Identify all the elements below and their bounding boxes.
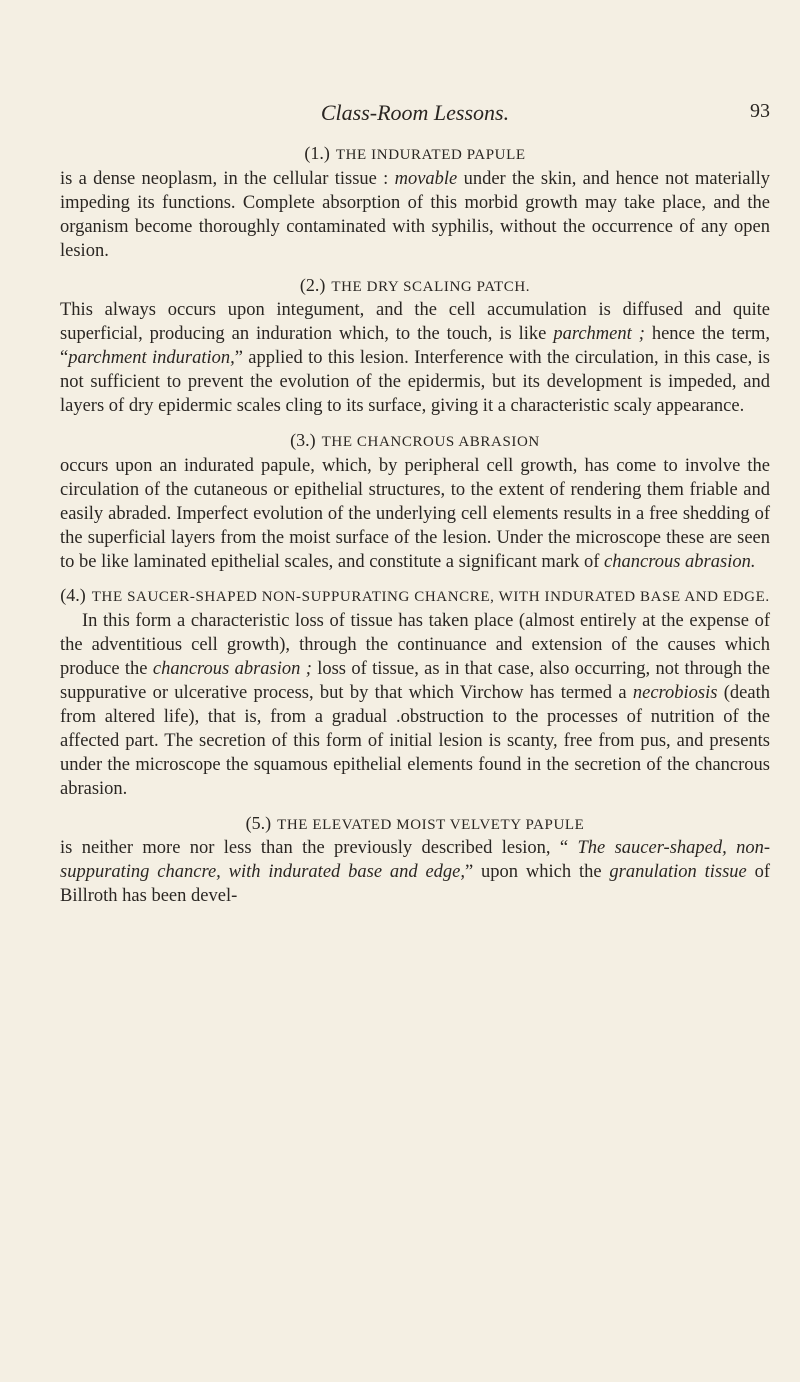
section bbox=[60, 274, 770, 419]
text-run: under the skin, and hence not materially impeding its functions. Complete absorption of this morbid growth may take place, and the organism become thoroughly contaminated with syphilis, without the occurrence of any open lesion. bbox=[60, 168, 771, 261]
section-paragraph bbox=[60, 610, 770, 801]
italic-run: necrobiosis bbox=[632, 683, 718, 704]
text-run: is neither more nor less than the previously described lesion, “ bbox=[60, 838, 578, 859]
section-heading-text: THE DRY SCALING PATCH. bbox=[331, 278, 531, 295]
text-run: hence the term, “ bbox=[60, 324, 770, 369]
section-heading bbox=[60, 274, 770, 300]
section-paragraph bbox=[60, 837, 770, 909]
italic-run: parchment ; bbox=[553, 324, 645, 345]
section-number: (5.) bbox=[245, 812, 272, 833]
section-number: (4.) bbox=[60, 585, 86, 606]
italic-run: chancrous abrasion ; bbox=[152, 659, 312, 680]
section-number: (2.) bbox=[299, 274, 326, 295]
italic-run: chancrous abrasion. bbox=[604, 551, 756, 572]
text-run: This always occurs upon integument, and the cell accumulation is diffused and quite superficial, producing an induration which, to the touch, is like bbox=[60, 300, 770, 345]
section-paragraph bbox=[60, 168, 770, 264]
text-run: loss of tissue, as in that case, also occurring, not through the suppurative or ulcerative process, but by that which Virchow has termed a bbox=[60, 659, 770, 704]
text-run: occurs upon an indurated papule, which, by peripheral cell growth, has come to involve the circulation of the cutaneous or epithelial structures, to the extent of rendering them friable and easily abraded. Imperfect evolution of the underlying cell elements results in a free shedding of the superficial layers from the moist surface of the lesion. Under the microscope these are seen to be like laminated epithelial scales, and constitute a significant mark of bbox=[60, 455, 770, 572]
text-run: ” applied to this lesion. Interference with the circulation, in this case, is not sufficient to prevent the evolution of the epidermis, but its development is impeded, and layers of dry epidermic scales cling to its surface, giving it a characteristic scaly appearance. bbox=[60, 348, 770, 417]
section-heading bbox=[60, 142, 770, 168]
section-number: (3.) bbox=[290, 429, 316, 450]
section-heading-text: THE INDURATED PAPULE bbox=[335, 147, 526, 163]
section bbox=[60, 429, 770, 574]
section-paragraph bbox=[60, 455, 770, 575]
section-heading bbox=[60, 584, 770, 610]
running-head bbox=[60, 100, 770, 130]
text-run: is a dense neoplasm, in the cellular tissue : bbox=[60, 168, 395, 189]
section-paragraph bbox=[60, 299, 770, 419]
section-heading-text: THE ELEVATED MOIST VELVETY PAPULE bbox=[277, 816, 585, 833]
section-heading bbox=[60, 812, 770, 838]
italic-run: granulation tissue bbox=[609, 862, 747, 883]
page-body bbox=[60, 142, 770, 919]
section-heading-text: THE SAUCER-SHAPED NON-SUPPURATING CHANCRE, WITH INDURATED BASE AND EDGE. bbox=[91, 589, 770, 606]
section bbox=[60, 142, 770, 264]
italic-run: parchment induration, bbox=[68, 348, 235, 369]
section-heading bbox=[60, 429, 770, 455]
section-heading-text: THE CHANCROUS ABRASION bbox=[321, 433, 540, 450]
italic-run: movable bbox=[394, 168, 458, 189]
section bbox=[60, 812, 770, 910]
text-run: (death from altered life), that is, from a gradual .obstruction to the processes of nutrition of the affected part. The secretion of this form of initial lesion is scanty, free from pus, and presents under the microscope the squamous epithelial elements found in the secretion of the chancrous abrasion. bbox=[60, 683, 770, 799]
section-number: (1.) bbox=[304, 143, 330, 163]
page-number: 93 bbox=[750, 100, 770, 122]
text-run: of Billroth has been devel- bbox=[60, 862, 770, 907]
text-run: ” upon which the bbox=[465, 862, 610, 883]
section bbox=[60, 584, 770, 801]
running-head-title: Class-Room Lessons. bbox=[320, 100, 510, 125]
text-run: In this form a characteristic loss of tissue has taken place (almost entirely at the expense of the adventitious cell growth), through the continuance and extension of the causes which produce the bbox=[60, 611, 770, 680]
italic-run: The saucer-shaped, non-suppurating chancre, with indurated base and edge, bbox=[60, 838, 770, 883]
